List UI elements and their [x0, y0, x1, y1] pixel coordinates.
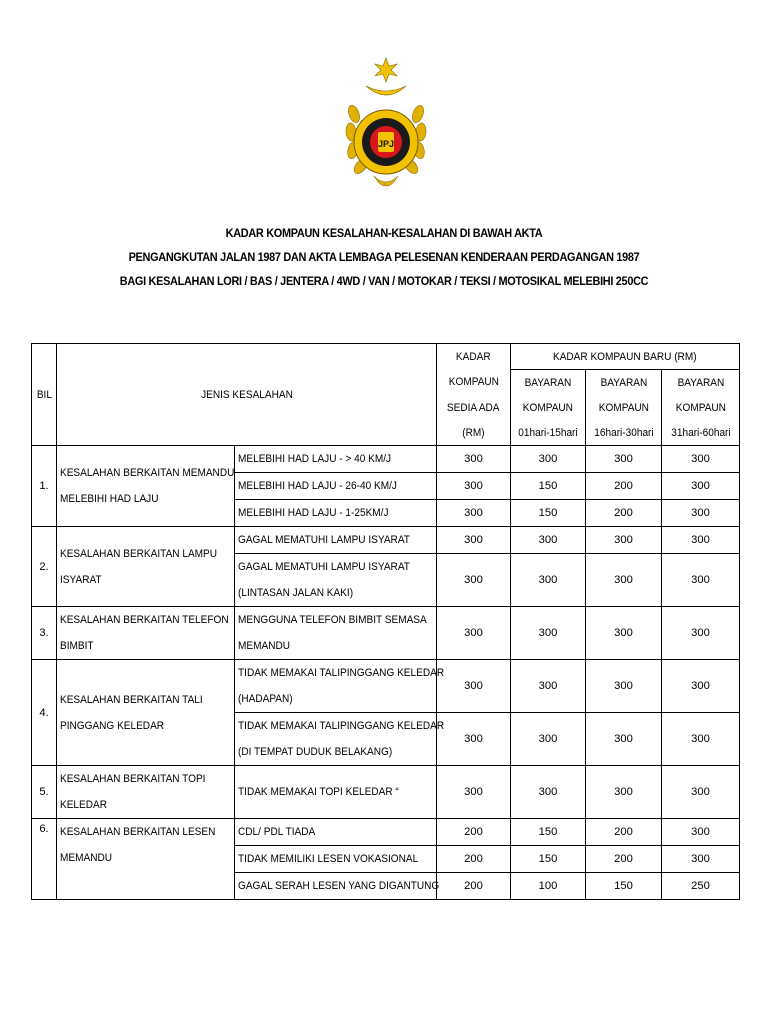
header-period-2: 16hari-30hari: [586, 420, 662, 446]
offence-description: MELEBIHI HAD LAJU - > 40 KM/J: [235, 446, 437, 473]
rate-16-30: 300: [586, 527, 662, 554]
offence-description: MENGGUNA TELEFON BIMBIT SEMASA MEMANDU: [235, 607, 437, 660]
offence-category: KESALAHAN BERKAITAN LESEN MEMANDU: [57, 819, 235, 900]
heading-line-3: BAGI KESALAHAN LORI / BAS / JENTERA / 4WD / VAN / MOTOKAR / TEKSI / MOTOSIKAL MELEBIHI 250CC: [119, 274, 649, 288]
table-body: [32, 446, 740, 900]
rate-01-15: 300: [511, 607, 586, 660]
existing-rate: 300: [437, 607, 511, 660]
rate-01-15: 150: [511, 500, 586, 527]
rate-01-15: 100: [511, 873, 586, 900]
rate-16-30: 300: [586, 446, 662, 473]
rate-31-60: 300: [662, 607, 740, 660]
rate-01-15: 300: [511, 713, 586, 766]
offence-description: TIDAK MEMAKAI TALIPINGGANG KELEDAR (HADAPAN): [235, 660, 437, 713]
offence-description: MELEBIHI HAD LAJU - 26-40 KM/J: [235, 473, 437, 500]
rate-01-15: 300: [511, 446, 586, 473]
header-kadar-line-2: KOMPAUN: [437, 370, 511, 396]
offence-description: CDL/ PDL TIADA: [235, 819, 437, 846]
table-header: [32, 344, 740, 446]
existing-rate: 200: [437, 819, 511, 846]
row-number: 3.: [32, 607, 57, 660]
rate-16-30: 300: [586, 713, 662, 766]
rate-31-60: 300: [662, 846, 740, 873]
offence-category: KESALAHAN BERKAITAN MEMANDU MELEBIHI HAD LAJU: [57, 446, 235, 527]
offence-category: KESALAHAN BERKAITAN LAMPU ISYARAT: [57, 527, 235, 607]
existing-rate: 300: [437, 446, 511, 473]
offence-category: KESALAHAN BERKAITAN TALI PINGGANG KELEDAR: [57, 660, 235, 766]
rate-01-15: 300: [511, 660, 586, 713]
compound-rates-table: [31, 343, 740, 900]
rate-16-30: 200: [586, 819, 662, 846]
header-bayaran-3: BAYARAN: [662, 370, 740, 396]
rate-31-60: 300: [662, 554, 740, 607]
existing-rate: 300: [437, 713, 511, 766]
header-jenis-kesalahan: JENIS KESALAHAN: [57, 344, 437, 446]
header-period-1: 01hari-15hari: [511, 420, 586, 446]
offence-description: GAGAL MEMATUHI LAMPU ISYARAT (LINTASAN JALAN KAKI): [235, 554, 437, 607]
rate-31-60: 300: [662, 766, 740, 819]
rate-31-60: 300: [662, 713, 740, 766]
rate-31-60: 250: [662, 873, 740, 900]
rate-16-30: 300: [586, 766, 662, 819]
header-period-3: 31hari-60hari: [662, 420, 740, 446]
existing-rate: 300: [437, 660, 511, 713]
offence-description: GAGAL SERAH LESEN YANG DIGANTUNG: [235, 873, 437, 900]
header-kadar-line-3: SEDIA ADA: [437, 395, 511, 420]
rate-16-30: 300: [586, 660, 662, 713]
header-bil: BIL: [32, 344, 57, 446]
existing-rate: 300: [437, 766, 511, 819]
rate-16-30: 200: [586, 500, 662, 527]
existing-rate: 300: [437, 473, 511, 500]
offence-description: TIDAK MEMAKAI TALIPINGGANG KELEDAR (DI TEMPAT DUDUK BELAKANG): [235, 713, 437, 766]
row-number: 2.: [32, 527, 57, 607]
rate-31-60: 300: [662, 446, 740, 473]
header-kadar-baru: KADAR KOMPAUN BARU (RM): [511, 344, 740, 370]
existing-rate: 200: [437, 873, 511, 900]
jpj-logo: [344, 56, 428, 194]
rate-31-60: 300: [662, 500, 740, 527]
rate-16-30: 300: [586, 607, 662, 660]
header-kadar-line-4: (RM): [437, 420, 511, 446]
offence-category: KESALAHAN BERKAITAN TOPI KELEDAR: [57, 766, 235, 819]
rate-01-15: 300: [511, 554, 586, 607]
heading-line-1: KADAR KOMPAUN KESALAHAN-KESALAHAN DI BAWAH AKTA: [225, 226, 543, 240]
jpj-crest-icon: [344, 56, 428, 194]
existing-rate: 300: [437, 500, 511, 527]
rate-16-30: 300: [586, 554, 662, 607]
rate-16-30: 150: [586, 873, 662, 900]
rate-01-15: 150: [511, 846, 586, 873]
rate-31-60: 300: [662, 473, 740, 500]
header-kompaun-3: KOMPAUN: [662, 395, 740, 420]
rate-01-15: 300: [511, 766, 586, 819]
offence-description: GAGAL MEMATUHI LAMPU ISYARAT: [235, 527, 437, 554]
rate-31-60: 300: [662, 660, 740, 713]
existing-rate: 200: [437, 846, 511, 873]
svg-text:JPJ: JPJ: [377, 139, 395, 149]
rate-01-15: 300: [511, 527, 586, 554]
header-bayaran-1: BAYARAN: [511, 370, 586, 396]
header-kadar-line-1: KADAR: [437, 344, 511, 370]
row-number: 6.: [32, 819, 57, 900]
offence-description: MELEBIHI HAD LAJU - 1-25KM/J: [235, 500, 437, 527]
heading-line-2: PENGANGKUTAN JALAN 1987 DAN AKTA LEMBAGA PELESENAN KENDERAAN PERDAGANGAN 1987: [128, 250, 640, 264]
rate-31-60: 300: [662, 527, 740, 554]
header-bayaran-2: BAYARAN: [586, 370, 662, 396]
header-kompaun-2: KOMPAUN: [586, 395, 662, 420]
rate-01-15: 150: [511, 819, 586, 846]
existing-rate: 300: [437, 554, 511, 607]
row-number: 5.: [32, 766, 57, 819]
rate-16-30: 200: [586, 846, 662, 873]
offence-description: TIDAK MEMILIKI LESEN VOKASIONAL: [235, 846, 437, 873]
header-kompaun-1: KOMPAUN: [511, 395, 586, 420]
rate-31-60: 300: [662, 819, 740, 846]
row-number: 4.: [32, 660, 57, 766]
rate-16-30: 200: [586, 473, 662, 500]
offence-category: KESALAHAN BERKAITAN TELEFON BIMBIT: [57, 607, 235, 660]
row-number: 1.: [32, 446, 57, 527]
existing-rate: 300: [437, 527, 511, 554]
offence-description: TIDAK MEMAKAI TOPI KELEDAR “: [235, 766, 437, 819]
rate-01-15: 150: [511, 473, 586, 500]
